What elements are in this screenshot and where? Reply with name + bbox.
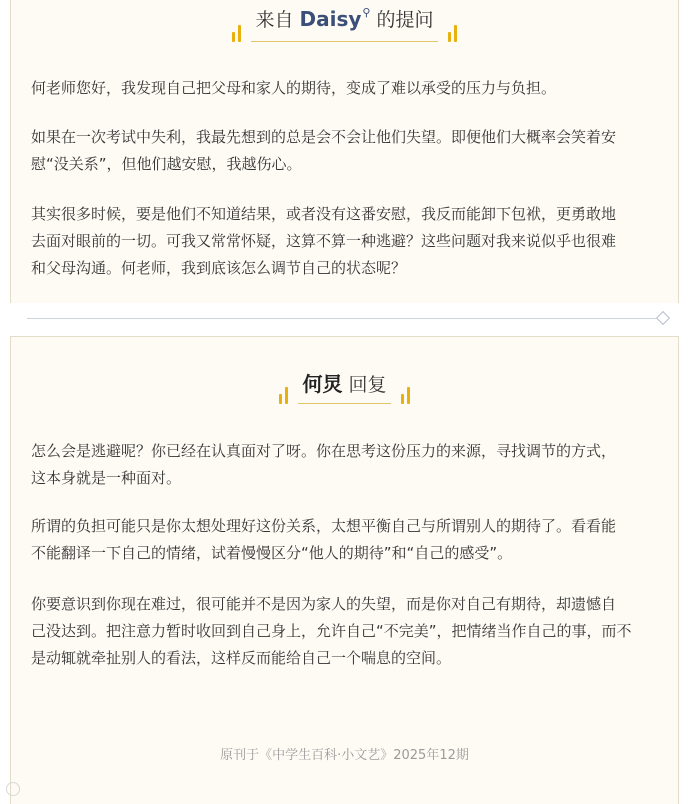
answer-heading	[11, 371, 678, 408]
watermark-logo-icon	[6, 782, 20, 796]
source-footer: 原刊于《中学生百科·小文艺》2025年12期	[220, 748, 469, 763]
accent-bars-right-icon	[401, 384, 410, 404]
search-sparkle-icon: ⚲	[362, 6, 371, 19]
question-title	[251, 6, 437, 42]
watermark	[6, 780, 20, 798]
accent-bars-left-icon	[232, 22, 241, 42]
question-heading-prefix: 来自	[255, 9, 294, 31]
section-divider	[27, 318, 657, 319]
accent-bars-right-icon	[448, 22, 457, 42]
answer-paragraph-1: 怎么会是逃避呢？你已经在认真面对了呀。你在思考这份压力的来源，寻找调节的方式， 这本身就是一种面对。	[31, 442, 617, 487]
answer-title	[298, 371, 390, 404]
question-heading-suffix: 的提问	[376, 9, 434, 31]
answer-card	[10, 336, 679, 804]
question-paragraph-2: 如果在一次考试中失利，我最先想到的总是会不会让他们失望。即便他们大概率会笑着安 慰“没关系”，但他们越安慰，我越伤心。	[31, 128, 617, 173]
answer-heading-suffix: 回复	[348, 374, 387, 396]
answer-paragraph-2: 所谓的负担可能只是你太想处理好这份关系，太想平衡自己与所谓别人的期待了。看看能 不能翻译一下自己的情绪，试着慢慢区分“他人的期待”和“自己的感受”。	[31, 517, 617, 562]
question-heading	[11, 6, 678, 46]
divider-diamond-icon	[656, 311, 670, 325]
question-heading-name: Daisy	[299, 7, 362, 31]
accent-bars-left-icon	[279, 384, 288, 404]
question-paragraph-3: 其实很多时候，要是他们不知道结果，或者没有这番安慰，我反而能卸下包袱，更勇敢地 去面对眼前的一切。可我又常常怀疑，这算不算一种逃避？这些问题对我来说似乎也很难 和父母沟通。何老师，我到底该怎么调节自己的状态呢？	[31, 205, 617, 277]
question-paragraph-1: 何老师您好，我发现自己把父母和家人的期待，变成了难以承受的压力与负担。	[31, 79, 557, 97]
answer-paragraph-3: 你要意识到你现在难过，很可能并不是因为家人的失望，而是你对自己有期待，却遗憾自 己没达到。把注意力暂时收回到自己身上，允许自己“不完美”，把情绪当作自己的事，而不 是动辄就牵扯别人的看法，这样反而能给自己一个喘息的空间。	[31, 595, 632, 667]
answer-heading-name: 何炅	[302, 372, 343, 396]
question-card	[10, 0, 679, 303]
